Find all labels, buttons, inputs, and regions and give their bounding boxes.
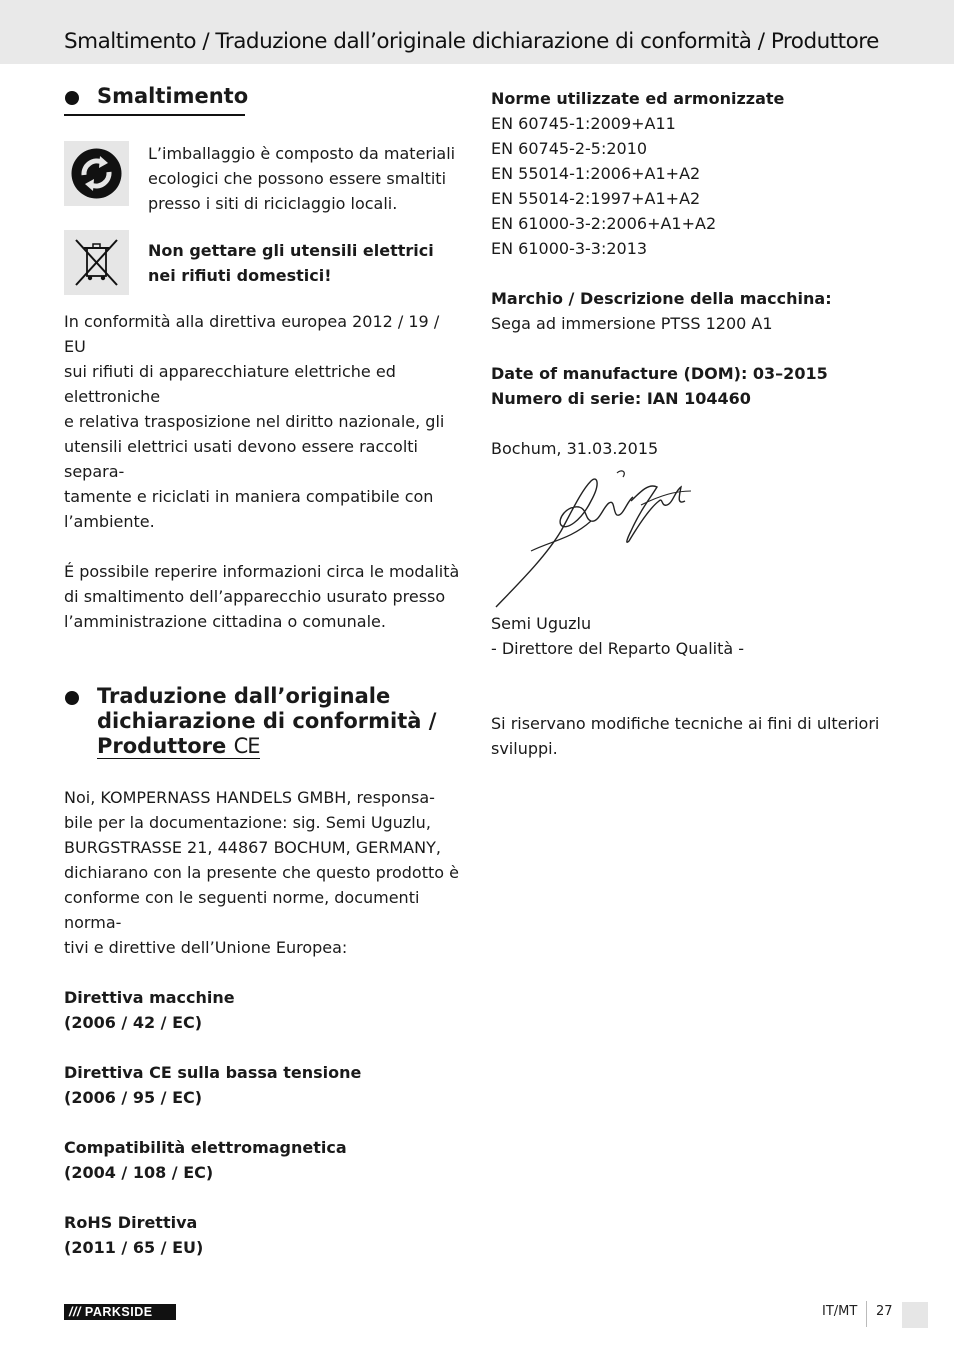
heading-line: Traduzione dall’originale [97,684,391,708]
text-line: di smaltimento dell’apparecchio usurato presso [64,587,446,606]
directive-machinery [64,985,466,1035]
text-line: tamente e riciclati in maniera compatibile con [64,487,434,506]
text-line: L’imballaggio è composto da materiali [148,144,456,163]
norm-item: EN 60745-2-5:2010 [491,139,648,158]
directive-rohs [64,1210,466,1260]
text-line: l’ambiente. [64,512,155,531]
text-line: Direttiva macchine [64,988,235,1007]
parkside-logo [64,1304,176,1320]
signer-role: - Direttore del Reparto Qualità - [491,639,745,658]
language-code: IT/MT [822,1304,858,1319]
text-line: Compatibilità elettromagnetica [64,1138,347,1157]
left-column [64,84,466,1260]
info-paragraph [64,559,466,634]
recycle-row [64,141,466,213]
page-header [0,0,954,64]
text-line: conforme con le seguenti norme, documenti norma- [64,888,420,932]
text-line: sui rifiuti di apparecchiature elettriche ed elettroniche [64,362,396,406]
serial-number: Numero di serie: IAN 104460 [491,389,751,408]
weee-row [64,230,466,295]
crossed-bin-icon [64,230,129,295]
text-line: (2004 / 108 / EC) [64,1163,214,1182]
signature [491,461,891,611]
heading-line: Produttore CE [97,734,260,758]
page-number: 27 [876,1304,893,1319]
place-date: Bochum, 31.03.2015 [491,439,659,458]
brand-value: Sega ad immersione PTSS 1200 A1 [491,314,773,333]
text-line: bile per la documentazione: sig. Semi Uguzlu, [64,813,431,832]
declaration-paragraph [64,785,466,960]
text-line: dichiarano con la presente che questo prodotto è [64,863,459,882]
norm-item: EN 60745-1:2009+A11 [491,114,676,133]
disposal-heading [64,84,466,109]
heading-line: dichiarazione di conformità / [97,709,437,733]
text-line: nei rifiuti domestici! [148,266,332,285]
page-header-title: Smaltimento / Traduzione dall’originale dichiarazione di conformità / Produttore [64,29,879,54]
text-line: tivi e direttive dell’Unione Europea: [64,938,348,957]
ce-mark: CE [233,734,260,758]
text-line: In conformità alla direttiva europea 2012 / 19 / EU [64,312,440,356]
recycle-icon [64,141,129,206]
page-tab-marker [902,1302,928,1328]
logo-stripes-icon: /// [69,1305,81,1319]
text-line: ecologici che possono essere smaltiti [148,169,447,188]
heading-underline [64,114,245,116]
bullet-icon [65,91,79,105]
declaration-heading [64,684,466,759]
norm-item: EN 61000-3-3:2013 [491,239,648,258]
norm-item: EN 55014-1:2006+A1+A2 [491,164,701,183]
right-column [491,86,891,761]
weee-warning [148,238,468,288]
signer-name: Semi Uguzlu [491,614,592,633]
text-line: e relativa trasposizione nel diritto nazionale, gli [64,412,445,431]
logo-text: PARKSIDE [84,1305,153,1319]
norm-item: EN 61000-3-2:2006+A1+A2 [491,214,717,233]
norm-item: EN 55014-2:1997+A1+A2 [491,189,701,208]
directive-emc [64,1135,466,1185]
text-line: (2006 / 42 / EC) [64,1013,203,1032]
text-line: RoHS Direttiva [64,1213,198,1232]
footer-divider [866,1301,867,1327]
text-line: Direttiva CE sulla bassa tensione [64,1063,362,1082]
text-line: É possibile reperire informazioni circa le modalità [64,562,460,581]
notice-line: sviluppi. [491,739,558,758]
notice-line: Si riservano modifiche tecniche ai fini di ulteriori [491,714,880,733]
manufacture-date: Date of manufacture (DOM): 03–2015 [491,364,828,383]
recycle-text [148,141,468,216]
text-line: presso i siti di riciclaggio locali. [148,194,398,213]
text-line: BURGSTRASSE 21, 44867 BOCHUM, GERMANY, [64,838,441,857]
text-line: utensili elettrici usati devono essere raccolti separa- [64,437,418,481]
text-line: (2006 / 95 / EC) [64,1088,203,1107]
norms-title: Norme utilizzate ed armonizzate [491,89,785,108]
directive-paragraph [64,309,466,534]
disposal-heading-text: Smaltimento [97,84,249,108]
text-line: (2011 / 65 / EU) [64,1238,204,1257]
directive-low-voltage [64,1060,466,1110]
norms-list [491,111,891,261]
bullet-icon [65,691,79,705]
text-line: Noi, KOMPERNASS HANDELS GMBH, responsa- [64,788,435,807]
brand-title: Marchio / Descrizione della macchina: [491,289,832,308]
text-line: Non gettare gli utensili elettrici [148,241,434,260]
text-line: l’amministrazione cittadina o comunale. [64,612,386,631]
